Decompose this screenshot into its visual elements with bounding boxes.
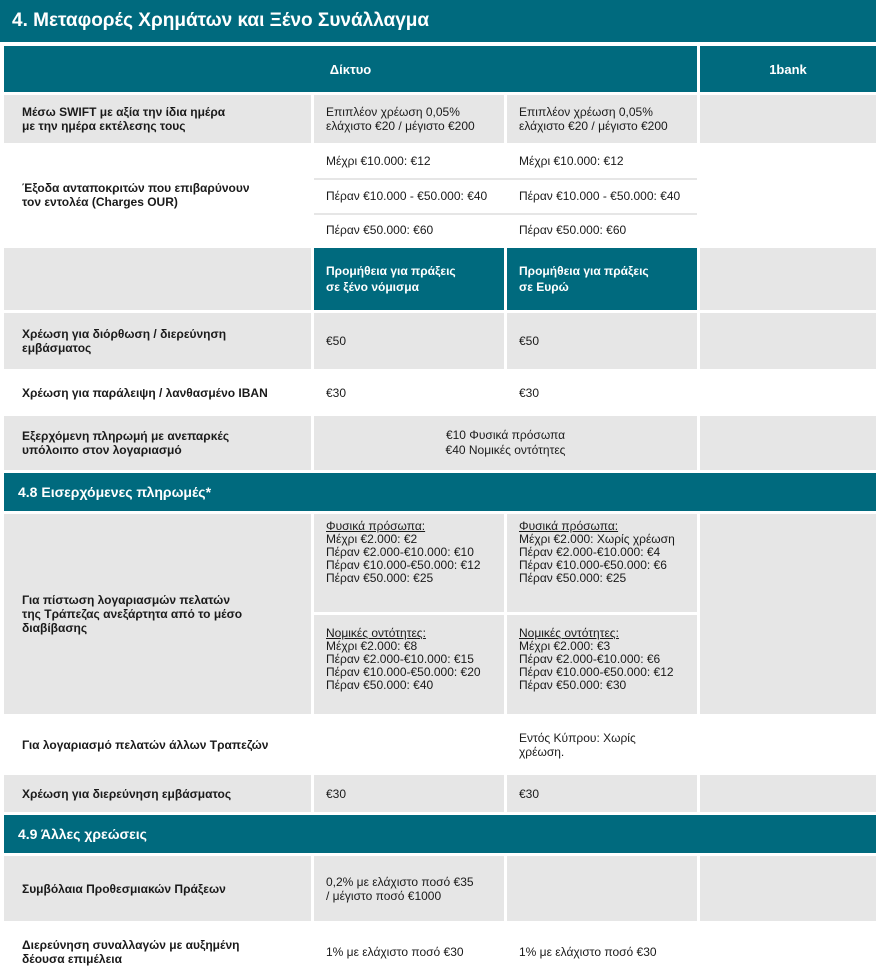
swift-label [4, 95, 311, 143]
our-tier-text: Μέχρι €10.000: €12 [519, 154, 624, 168]
our-tier-b [507, 215, 697, 245]
header-bank-label: 1bank [769, 61, 807, 77]
swift-value-line: Επιπλέον χρέωση 0,05% [519, 105, 653, 119]
header-network-label: Δίκτυο [329, 61, 372, 77]
commission-euro-header [507, 248, 697, 310]
commission-empty-label [4, 248, 311, 310]
other-banks-b [507, 717, 697, 772]
tier-line: Πέραν €50.000: €40 [326, 678, 434, 692]
header-network [4, 46, 697, 92]
other-banks-label [4, 717, 311, 772]
commission-header-line: Προμήθεια για πράξεις [519, 264, 649, 278]
incoming-label [4, 514, 311, 714]
legal-title: Νομικές οντότητες: [326, 626, 426, 640]
iban-b-value: €30 [519, 385, 540, 400]
investigation-label [4, 775, 311, 812]
insufficient-value-line: €10 Φυσικά πρόσωπα [445, 428, 566, 442]
other-banks-a [314, 717, 504, 772]
tier-line: Πέραν €10.000-€50.000: €12 [326, 558, 481, 572]
correction-a-value: €50 [326, 334, 347, 348]
row-divider [314, 178, 697, 180]
tier-line: Μέχρι €2.000: €3 [519, 639, 611, 653]
incoming-label-line: της Τράπεζας ανεξάρτητα από το μέσο [22, 607, 243, 621]
iban-bank [700, 372, 876, 413]
due-diligence-b [507, 924, 697, 980]
tier-line: Πέραν €50.000: €25 [519, 571, 627, 585]
incoming-individuals-b [507, 514, 697, 612]
other-banks-bank [700, 717, 876, 772]
insufficient-value-line: €40 Νομικές οντότητες [445, 443, 566, 457]
insufficient-bank [700, 416, 876, 470]
individuals-title: Φυσικά πρόσωπα: [326, 519, 426, 533]
forward-label-text: Συμβόλαια Προθεσμιακών Πράξεων [22, 881, 226, 896]
section-48-title: 4.8 Εισερχόμενες πληρωμές* [18, 484, 212, 500]
due-diligence-bank [700, 924, 876, 980]
swift-network-a [314, 95, 504, 143]
commission-bank [700, 248, 876, 310]
incoming-label-line: διαβίβασης [22, 621, 88, 635]
tier-line: Πέραν €50.000: €25 [326, 571, 434, 585]
iban-a-value: €30 [326, 385, 347, 400]
correction-b [507, 313, 697, 369]
our-charges-bank [700, 145, 876, 245]
swift-bank [700, 95, 876, 143]
other-banks-line: Εντός Κύπρου: Χωρίς [519, 730, 636, 745]
correction-label-line: εμβάσματος [22, 341, 92, 355]
iban-a [314, 372, 504, 413]
incoming-legal-b [507, 615, 697, 714]
correction-a [314, 313, 504, 369]
our-tier-b [507, 145, 697, 177]
our-tier-text: Πέραν €10.000 - €50.000: €40 [326, 189, 488, 203]
our-tier-text: Πέραν €50.000: €60 [326, 223, 434, 237]
incoming-legal-a [314, 615, 504, 714]
due-diligence-a [314, 924, 504, 980]
header-bank [700, 46, 876, 92]
forward-a [314, 856, 504, 921]
our-charges-label-line: τον εντολέα (Charges OUR) [22, 195, 178, 209]
forward-line: / μέγιστο ποσό €1000 [326, 888, 442, 903]
incoming-bank [700, 514, 876, 714]
due-diligence-label-line: Διερεύνηση συναλλαγών με αυξημένη [22, 938, 240, 952]
swift-label-line: με την ημέρα εκτέλεσης τους [22, 119, 186, 133]
tier-line: Πέραν €2.000-€10.000: €4 [519, 545, 661, 559]
other-banks-line: χρέωση. [519, 744, 565, 759]
our-charges-label [4, 145, 311, 245]
our-tier-text: Πέραν €10.000 - €50.000: €40 [519, 189, 681, 203]
swift-value-line: ελάχιστο €20 / μέγιστο €200 [519, 119, 668, 133]
investigation-a [314, 775, 504, 812]
section-49-header [4, 815, 876, 853]
tier-line: Πέραν €10.000-€50.000: €20 [326, 665, 481, 679]
row-divider [314, 213, 697, 215]
individuals-title: Φυσικά πρόσωπα: [519, 519, 619, 533]
due-diligence-label [4, 924, 311, 980]
incoming-individuals-a [314, 514, 504, 612]
correction-label [4, 313, 311, 369]
correction-label-line: Χρέωση για διόρθωση / διερεύνηση [22, 327, 227, 341]
insufficient-label [4, 416, 311, 470]
our-tier-a [314, 180, 504, 212]
investigation-bank [700, 775, 876, 812]
iban-label-text: Χρέωση για παράλειψη / λανθασμένο IBAN [22, 385, 268, 400]
tier-line: Πέραν €2.000-€10.000: €15 [326, 652, 474, 666]
forward-label [4, 856, 311, 921]
tier-line: Πέραν €10.000-€50.000: €6 [519, 558, 667, 572]
iban-label [4, 372, 311, 413]
investigation-label-text: Χρέωση για διερεύνηση εμβάσματος [22, 786, 232, 801]
swift-value-line: Επιπλέον χρέωση 0,05% [326, 105, 460, 119]
tier-line: Πέραν €50.000: €30 [519, 678, 627, 692]
commission-foreign-header [314, 248, 504, 310]
swift-label-line: Μέσω SWIFT με αξία την ίδια ημέρα [22, 105, 226, 119]
swift-value-line: ελάχιστο €20 / μέγιστο €200 [326, 119, 475, 133]
section-48-header [4, 473, 876, 511]
commission-header-line: σε ξένο νόμισμα [326, 280, 419, 294]
our-tier-text: Μέχρι €10.000: €12 [326, 154, 431, 168]
iban-b [507, 372, 697, 413]
legal-title: Νομικές οντότητες: [519, 626, 619, 640]
our-charges-label-line: Έξοδα ανταποκριτών που επιβαρύνουν [22, 181, 250, 195]
tier-line: Μέχρι €2.000: €8 [326, 639, 418, 653]
incoming-label-line: Για πίστωση λογαριασμών πελατών [22, 593, 230, 607]
due-diligence-a-value: 1% με ελάχιστο ποσό €30 [326, 945, 464, 959]
our-tier-a [314, 145, 504, 177]
our-tier-b [507, 180, 697, 212]
our-tier-text: Πέραν €50.000: €60 [519, 223, 627, 237]
page-title [0, 0, 876, 42]
commission-header-line: σε Ευρώ [519, 280, 569, 294]
forward-line: 0,2% με ελάχιστο ποσό €35 [326, 874, 474, 889]
tier-line: Μέχρι €2.000: Χωρίς χρέωση [519, 532, 675, 546]
insufficient-label-line: Εξερχόμενη πληρωμή με ανεπαρκές [22, 429, 230, 443]
insufficient-value [314, 416, 697, 470]
due-diligence-label-line: δέουσα επιμέλεια [22, 952, 122, 966]
insufficient-label-line: υπόλοιπο στον λογαριασμό [22, 443, 182, 457]
investigation-b [507, 775, 697, 812]
commission-header-line: Προμήθεια για πράξεις [326, 264, 456, 278]
investigation-b-value: €30 [519, 786, 540, 801]
tier-line: Πέραν €2.000-€10.000: €10 [326, 545, 474, 559]
correction-b-value: €50 [519, 334, 540, 348]
forward-bank [700, 856, 876, 921]
our-tier-a [314, 215, 504, 245]
swift-network-b [507, 95, 697, 143]
tier-line: Μέχρι €2.000: €2 [326, 532, 418, 546]
other-banks-label-text: Για λογαριασμό πελατών άλλων Τραπεζών [22, 737, 269, 752]
forward-b [507, 856, 697, 921]
page-title-text: 4. Μεταφορές Χρημάτων και Ξένο Συνάλλαγμα [12, 10, 430, 31]
correction-bank [700, 313, 876, 369]
tier-line: Πέραν €10.000-€50.000: €12 [519, 665, 674, 679]
investigation-a-value: €30 [326, 786, 347, 801]
section-49-title: 4.9 Άλλες χρεώσεις [18, 826, 147, 842]
due-diligence-b-value: 1% με ελάχιστο ποσό €30 [519, 945, 657, 959]
tier-line: Πέραν €2.000-€10.000: €6 [519, 652, 661, 666]
